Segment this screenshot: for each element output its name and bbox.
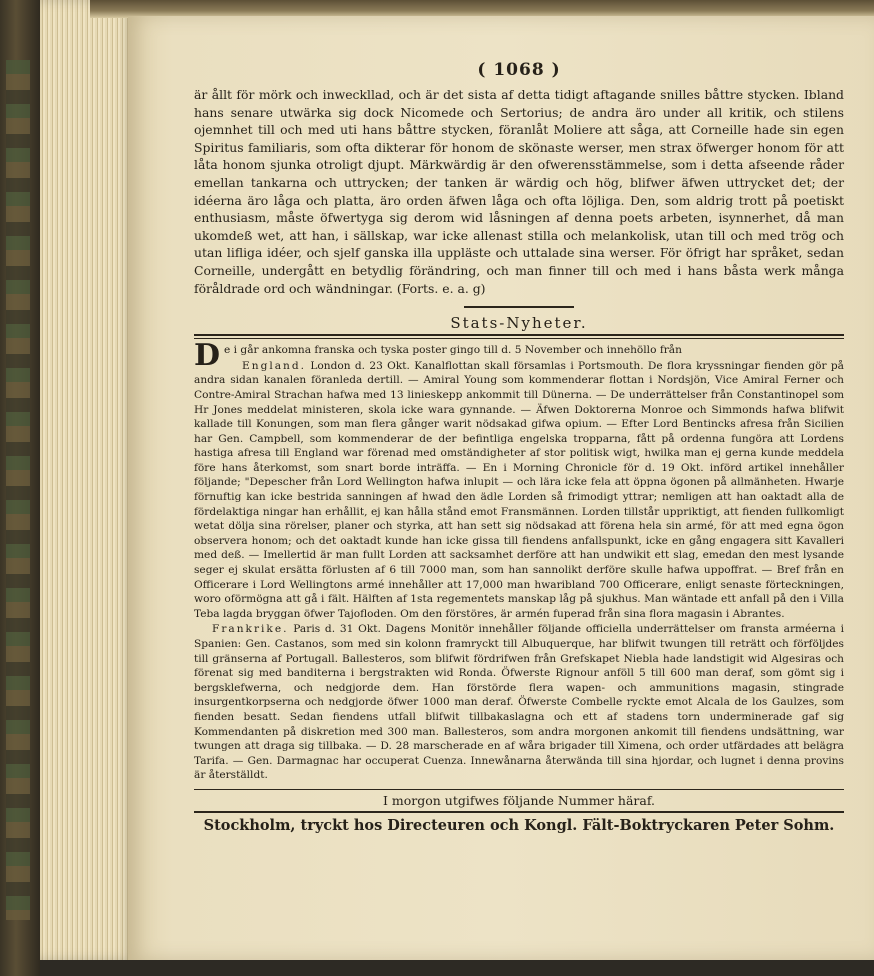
- page-content: [194, 60, 844, 834]
- section-heading: Stats-Nyheter.: [450, 314, 588, 333]
- news-intro-text: e i går ankomna franska och tyska poster gingo till d. 5 November och innehöllo från: [224, 344, 682, 357]
- essay-paragraph: är ållt för mörk och inweckllad, och är det sista af detta tidigt aftagande snilles båttre stycken. Ibland hans senare utwärka sig dock Nicomede och Sertorius; de andra äro under all kritik, och stilens ojemnhet till och med uti hans båttre stycken, föranlåt Moliere att såga, att Corneille hade sin egen Spiritus familiaris, som ofta dikterar för honom de skönaste werser, men strax öfwerger honom för att låta honom sjunka otroligt djupt. Märkwärdig är den ofwerensstämmelse, som i detta afseende råder emellan tankarna och uttrycken; der tanken är wärdig och hög, blifwer äfwen uttrycket det; der idéerna äro låga och platta, äro orden äfwen låga och ofta löjliga. Den, som aldrig trott på poetiskt enthusiasm, måste öfwertyga sig derom wid låsningen af denna poets arbeten, isynnerhet, då man ukomdeß wet, att han, i sällskap, war icke allenast stilla och melankolisk, utan till och med trög och utan lifliga idéer, och sjelf ganska illa uppläste och uttalade sina werser. För öfrigt har språket, sedan Corneille, undergått en betydlig förändring, och man finner till och med i hans båsta werk många föråldrade ord och wändningar. (Forts. e. a. g): [194, 87, 844, 296]
- section-divider: [464, 306, 574, 308]
- heading-rule: [194, 334, 844, 339]
- page-number: ( 1068 ): [477, 60, 561, 80]
- next-issue-notice: I morgon utgifwes följande Nummer häraf.: [382, 792, 656, 808]
- news-item-frankrike: [194, 622, 844, 783]
- country-heading-england: England.: [242, 359, 307, 372]
- footer-rule: [194, 789, 844, 790]
- news-text-frankrike: Paris d. 31 Okt. Dagens Monitör innehåller följande officiella underrättelser om fransta arméerna i Spanien: Gen. Castanos, som med sin kolonn framryckt till Albuquerque, har blifwit twungen till reträtt och förföljdes till gränserna af Portugall. Ballesteros, som blifwit fördrifwen från Grefskapet Niebla hade landstigit wid Algesiras och förenat sig med banditerna i bergstrakten wid Ronda. Öfwerste Rignour anföll 5 till 600 man deraf, som gömt sig i bergsklefwerna, och nedgjorde dem. Han förstörde flera wapen- och ammunitions magasin, stingrade insurgentkorpserna och nedgjorde öfwer 1000 man deraf. Öfwerste Combelle ryckte emot Alcala de los Gaulzes, som fienden besatt. Sedan fiendens utfall blifwit tillbakaslagna och ett af stadens torn underminerade gaf sig Kommendanten på diskretion med 300 man. Ballesteros, som andra morgonen ankomit till fiendens undsättning, war twungen att draga sig tillbaka. — D. 28 marscherade en af wåra brigader till Ximena, och order utfärdades att belägra Tarifa. — Gen. Darmagnac har occuperat Cuenza. Innewånarna återwända till sina hjordar, och lugnet i denna provins är återställdt.: [194, 623, 844, 782]
- printer-imprint: Stockholm, tryckt hos Directeuren och Kongl. Fält-Boktryckaren Peter Sohm.: [203, 816, 835, 834]
- book-page: [128, 16, 874, 960]
- news-item-england: [194, 359, 844, 622]
- imprint-rule: [194, 811, 844, 813]
- country-heading-frankrike: Frankrike.: [212, 623, 289, 636]
- page-stack-edge: [40, 0, 136, 960]
- dropcap-letter: D: [194, 338, 221, 374]
- book-binding: [0, 0, 40, 976]
- news-text-england: London d. 23 Okt. Kanalflottan skall församlas i Portsmouth. De flora kryssningar fienden gör på andra sidan kanalen föranleda dertill. — Amiral Young som kommenderar flottan i Nordsjön, Vice Amiral Ferner och Contre-Amiral Strachan hafwa med 13 linieskepp ankommit till Dünerna. — De underrättelser från Constantinopel som Hr Jones meddelat ministeren, skola icke wara gynnande. — Äfwen Doktorerna Monroe och Simmonds hafwa blifwit kallade till Konungen, som man flera gånger warit nödsakad gifwa opium. — Efter Lord Bentincks afresa från Sicilien har Gen. Campbell, som kommenderar de der befintliga engelska tropparna, fått på ordenna fungöra att Lordens hastiga afresa till England war förenad med omständigheter af stor politisk wigt, hwilka man ej gerna kunde meddela före hans återkomst, som snart borde inträffa. — En i Morning Chronicle för d. 19 Okt. införd artikel innehåller följande; "Depescher från Lord Wellington hafwa inlupit — och lära icke fela att öppna ögonen på allmänheten. Hwarje förnuftig kan icke bestrida sanningen af hwad den ädle Lorden så frimodigt yttrar; nemligen att han oaktadt alla de fördelaktiga ningar han erhållit, ej kan hålla stånd emot Fransmännen. Lorden tillstår uppriktigt, att fienden fullkomligt wetat dölja sina rörelser, planer och styrka, att han sett sig nödsakad att förena hela sin armé, för att med egna ögon observera honom; och det oaktadt kunde han icke gissa till fiendens anfallspunkt, icke en gång engagera sitt Kavalleri med deß. — Imellertid är man fullt Lorden att sacksamhet derföre att han undwikit ett slag, emedan den mest lysande seger ej skulat ersätta förlusten af 6 till 7000 man, som han sannolikt derföre skulle hafwa uppoffrat. — Bref från en Officerare i Lord Wellingtons armé innehåller att 17,000 man hwaribland 700 Officerare, enligt senaste förteckningen, woro oförmögna att gå i fält. Hälften af 1sta regementets manskap låg på sjukhus. Man wäntade ett anfall på den i Villa Teba lagda bryggan öfwer Tajofloden. Om den förstöres, är armén fuperad från sina flora magasin i Abrantes.: [194, 359, 844, 620]
